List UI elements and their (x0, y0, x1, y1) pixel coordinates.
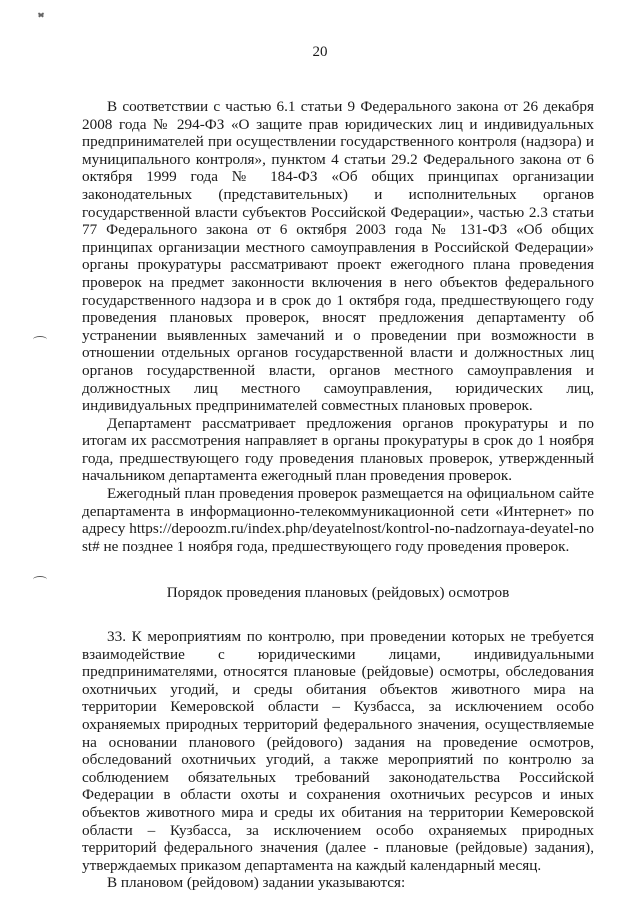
paragraph-plan-publication-deadline: не позднее 1 ноября года, предшествующего году проведения проверок. (99, 537, 570, 555)
margin-mark-1 (33, 336, 47, 343)
corner-mark (38, 14, 44, 20)
paragraph-inspection-measures: 33. К мероприятиям по контролю, при проведении которых не требуется взаимодействие с юридическими лицами, индивидуальными предпринимателями, относятся плановые (рейдовые) осмотры, обследования охотничьих угодий, и среды обитания объектов животного мира на территории Кемеровской области – Кузбасса, за исключением особо охраняемых природных территорий федерального значения, осуществляемые на основании планового (рейдового) задания на проведение осмотров, обследований охотничьих угодий, а также мероприятий по контролю за соблюдением обязательных требований законодательства Российской Федерации в области охоты и сохранения охотничьих ресурсов и иных объектов животного мира и среды их обитания на территории Кемеровской области – Кузбасса, за исключением особо охраняемых природных территорий федерального значения (далее - плановые (рейдовые) задания), утверждаемых приказом департамента на каждый календарный месяц. (82, 628, 594, 874)
paragraph-plan-publication-text: Ежегодный план проведения проверок размещается на официальном сайте департамента в информационно-телекоммуникационной сети «Интернет» по адресу (82, 485, 594, 538)
document-body (82, 98, 594, 892)
paragraph-plan-publication (82, 485, 594, 555)
paragraph-legal-basis: В соответствии с частью 6.1 статьи 9 Федерального закона от 26 декабря 2008 года № 294-ФЗ «О защите прав юридических лиц и индивидуальных предпринимателей при осуществлении государственного контроля (надзора) и муниципального контроля», пунктом 4 статьи 29.2 Федерального закона от 6 октября 1999 года № 184-ФЗ «Об общих принципах организации законодательных (представительных) и исполнительных органов государственной власти субъектов Российской Федерации», частью 2.3 статьи 77 Федерального закона от 6 октября 2003 года № 131-ФЗ «Об общих принципах организации местного самоуправления в Российской Федерации» органы прокуратуры рассматривают проект ежегодного плана проведения проверок на предмет законности включения в него объектов федерального государственного надзора и в срок до 1 октября года, предшествующего году проведения плановых проверок, вносят предложения департаменту об устранении выявленных замечаний и о проведении при возможности в отношении отдельных органов государственной власти и должностных лиц органов государственной власти, органов местного самоуправления и должностных лиц местного самоуправления, юридических лиц, индивидуальных предпринимателей совместных плановых проверок. (82, 98, 594, 415)
margin-mark-2 (33, 576, 47, 583)
page-number: 20 (312, 44, 328, 60)
paragraph-task-contents: В плановом (рейдовом) задании указываются: (107, 874, 406, 892)
paragraph-department-review: Департамент рассматривает предложения органов прокуратуры и по итогам их рассмотрения направляет в органы прокуратуры в срок до 1 ноября года, предшествующего году проведения плановых проверок, утвержденный начальником департамента ежегодный план проведения проверок. (82, 414, 594, 485)
section-heading: Порядок проведения плановых (рейдовых) осмотров (166, 584, 510, 602)
website-url: https://depoozm.ru/index.php/deyatelnost/kontrol-no-nadzornaya-deyatel-nost# (82, 520, 594, 555)
